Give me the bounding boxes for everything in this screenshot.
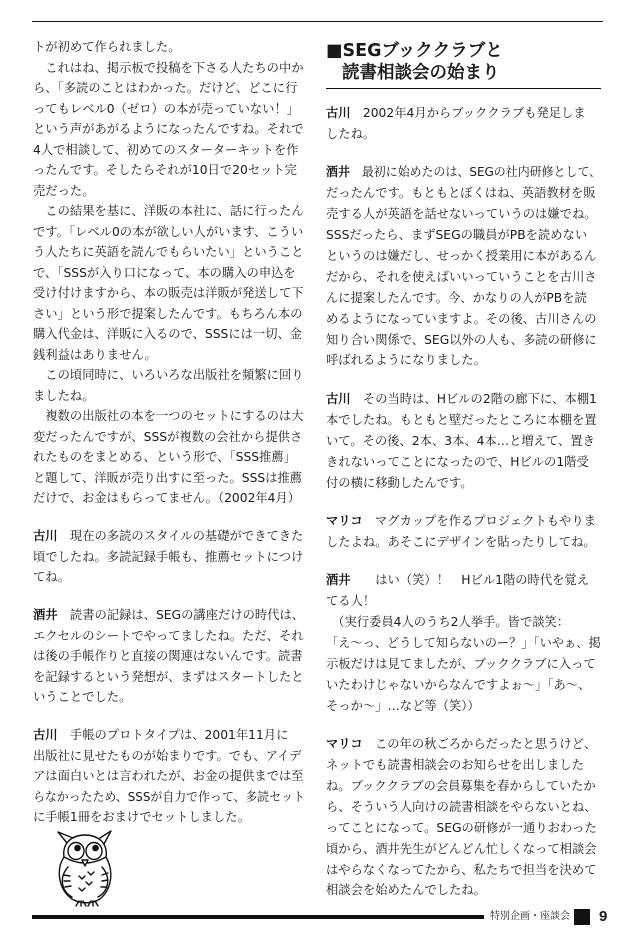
line-text: したよね。あそこにデザインを貼ったりしてね。 [326, 534, 596, 549]
line-text: ったんです。そしたらそれが10日で20セット完 [33, 163, 297, 177]
text-line [326, 225, 601, 246]
speaker-name: 酒井 [326, 573, 351, 588]
line-text: てる人！ [326, 594, 376, 609]
line-text: は後の手帳作りと直接の関連はないんです。読書 [33, 649, 303, 663]
text-line [326, 755, 601, 776]
line-text: 2002年4月からブッククラブも発足しま [350, 106, 586, 120]
line-text: だったんです。もともとぼくはね、英語教材を販 [326, 186, 596, 201]
text-line [33, 324, 305, 345]
dialogue-paragraph [326, 570, 601, 716]
line-text: この結果を基に、洋販の本社に、話に行ったん [33, 204, 304, 218]
text-line [33, 160, 305, 181]
text-line [326, 696, 601, 717]
text-line [33, 605, 305, 626]
line-text: 呼ばれるようになりました。 [326, 353, 486, 368]
line-text: 「え〜っ、どうして知らないのー？」「いやぁ、掲 [326, 635, 601, 650]
text-line [33, 427, 305, 448]
line-text: う人たちに英語を読んでもらいたい」ということ [33, 245, 304, 259]
line-text: 頃から、酒井先生がどんどん忙しくなって相談会 [326, 841, 597, 856]
dialogue-paragraph [33, 526, 305, 588]
heading-line: 読書相談会の始まり [342, 63, 500, 83]
text-line [33, 263, 305, 284]
text-line [33, 283, 305, 304]
left-column [33, 37, 305, 828]
text-line [326, 511, 601, 532]
text-line [33, 725, 305, 746]
line-text: 最初に始めたのは、SEGの社内研修として、 [349, 165, 602, 180]
line-text: 購入代金は、洋販に入るので、SSSには一切、金 [33, 327, 303, 341]
dialogue-paragraph [33, 725, 305, 828]
line-text: そっか〜」…など等（笑）） [326, 698, 480, 713]
text-line [326, 776, 601, 797]
text-line [326, 246, 601, 267]
narrative-paragraph [33, 37, 305, 509]
line-text: この年の秋ごろからだったと思うけど、 [362, 737, 597, 752]
line-text: に手帳1冊をおまけでセットしました。 [33, 810, 250, 824]
line-text: 現在の多読のスタイルの基礎ができてきた [57, 529, 304, 543]
text-line [326, 880, 601, 901]
line-text: 示板だけは見てましたが、ブッククラブに入って [326, 656, 596, 671]
line-text: きれないってことになったので、Hビルの1階受 [326, 454, 589, 469]
line-text: めるようになっていますよ。その後、古川さんの [326, 311, 597, 326]
line-text: で、「SSSが入り口になって、本の購入の申込を [33, 265, 296, 280]
line-text: はい（笑）！ Hビル1階の時代を覚え [350, 573, 590, 588]
text-line [326, 309, 601, 330]
line-text: んに提案したんです。今、かなりの人がPBを読 [326, 290, 587, 305]
square-marker-icon [574, 909, 590, 925]
text-line [326, 267, 601, 288]
dialogue-paragraph [326, 511, 601, 553]
line-text: いたわけじゃないからなんですよぉ〜」「あ〜、 [326, 677, 591, 692]
text-line [33, 447, 305, 468]
text-line [326, 654, 601, 675]
text-line [326, 473, 601, 494]
line-text: 複数の出版社の本を一つのセットにするのは大 [33, 409, 304, 423]
line-text: これはね、掲示板で投稿を下さる人たちの中か [33, 60, 304, 75]
line-text: 受け付けますから、本の販売は洋販が発送して下 [33, 286, 304, 300]
text-line [326, 633, 599, 654]
line-text: （実行委員4人のうち2人挙手。皆で談笑： [326, 615, 570, 630]
dialogue-paragraph [326, 103, 601, 145]
text-line [33, 406, 305, 427]
line-text: というのは嫌だし、せっかく授業用に本があるん [326, 248, 597, 263]
right-column [326, 40, 601, 901]
section-heading [326, 40, 601, 89]
text-line [33, 468, 305, 489]
line-text: いて。その後、2本、3本、4本…と増えて、置き [326, 433, 595, 448]
text-line [33, 304, 305, 325]
line-text: ね。ブッククラブの会員募集を春からしていたか [326, 778, 596, 793]
line-text: と題して、洋販が売り出すに至った。SSSは推薦 [33, 470, 303, 485]
line-text: という声があがるようになったんですね。それで [33, 122, 304, 136]
footer-rule [32, 915, 484, 919]
text-line [33, 58, 305, 79]
text-line [33, 345, 305, 366]
line-text: らなかったため、SSSが自力で作って、多読セット [33, 789, 305, 804]
text-line [326, 410, 601, 431]
heading-line: ■SEGブッククラブと [326, 41, 503, 61]
line-text: この頃同時に、いろいろな出版社を頻繁に回り [33, 368, 304, 382]
line-text: だから、それを使えばいいっていうことを古川さ [326, 269, 597, 284]
line-text: ら、「多読のことはわかった。だけど、どこに行 [33, 81, 298, 95]
line-text: てね。 [33, 570, 70, 584]
line-text: ってことになって。SEGの研修が一通りおわった [326, 820, 597, 835]
text-line [326, 591, 601, 612]
text-line [326, 734, 601, 755]
text-line [33, 626, 305, 647]
text-line [326, 675, 601, 696]
text-line [326, 330, 601, 351]
text-line [326, 612, 601, 633]
text-line [33, 787, 305, 808]
line-text: だけで、お金はもらってません。（2002年4月） [33, 491, 301, 505]
text-line [33, 547, 305, 568]
line-text: マグカップを作るプロジェクトもやりま [362, 513, 596, 528]
line-text: 銭利益はありません。 [33, 347, 157, 362]
dialogue-paragraph [326, 734, 601, 901]
dialogue-paragraph [326, 389, 601, 494]
text-line [33, 766, 305, 787]
speaker-name: マリコ [326, 737, 363, 752]
text-line [326, 204, 601, 225]
line-text: したね。 [326, 126, 376, 141]
line-text: 売する人が英語を話せないっていうのは嫌でね。 [326, 207, 597, 222]
text-line [33, 526, 305, 547]
line-text: ネットでも読書相談会のお知らせを出しました [326, 757, 584, 772]
text-line [33, 222, 305, 243]
text-line [326, 389, 601, 410]
line-text: です。「レベル0の本が欲しい人がいます、こうい [33, 224, 304, 239]
text-line [33, 667, 305, 688]
text-line [33, 99, 305, 120]
text-line [326, 570, 601, 591]
dialogue-paragraph [33, 605, 305, 708]
text-line [326, 860, 601, 881]
top-rule [32, 21, 603, 22]
text-line [33, 488, 305, 509]
text-line [33, 37, 305, 58]
line-text: ましたね。 [33, 388, 95, 403]
speaker-name: 古川 [33, 529, 58, 543]
line-text: 読書の記録は、SEGの講座だけの時代は、 [57, 608, 305, 622]
line-text: れたものをまとめる、という形で、「SSS推薦」 [33, 450, 296, 464]
line-text: を記録するという発想が、まずはスタートしたと [33, 669, 304, 684]
speaker-name: マリコ [326, 513, 363, 528]
text-line [326, 183, 601, 204]
speaker-name: 酒井 [33, 608, 58, 622]
line-text: 4人で相談して、初めてのスターターキットを作 [33, 142, 299, 157]
section-label: 特別企画・座談会 [490, 911, 570, 922]
line-text: 本でしたね。もともと壁だったところに本棚を置 [326, 412, 597, 427]
text-line [326, 350, 601, 371]
line-text: ら、そういう人向けの読書相談をやらないとね、 [326, 799, 597, 814]
text-line [33, 201, 305, 222]
text-line [326, 452, 601, 473]
text-line [33, 140, 305, 161]
text-line [326, 839, 601, 860]
line-text: 手帳のプロトタイプは、2001年11月に [57, 728, 289, 742]
line-text: 知り合い関係で、SEG以外の人も、多読の研修に [326, 332, 597, 347]
line-text: ってもレベル0（ゼロ）の本が売っていない！」 [33, 101, 300, 116]
speaker-name: 古川 [33, 728, 58, 742]
text-line [33, 746, 305, 767]
dialogue-paragraph [326, 162, 601, 371]
text-line [326, 288, 601, 309]
text-line [326, 797, 601, 818]
speaker-name: 古川 [326, 391, 351, 406]
line-text: アは面白いとは言われたが、お金の提供までは至 [33, 769, 304, 783]
line-text: 相談会を始めたんでしたね。 [326, 883, 486, 898]
line-text: 変だったんですが、SSSが複数の会社から提供さ [33, 429, 303, 444]
line-text: いうことでした。 [33, 690, 132, 704]
text-line [326, 431, 601, 452]
text-line [33, 242, 305, 263]
speaker-name: 古川 [326, 106, 351, 120]
text-line [33, 78, 305, 99]
line-text: 頃でしたね。多読記録手帳も、推薦セットにつけ [33, 549, 304, 564]
text-line [33, 365, 305, 386]
line-text: 売だった。 [33, 183, 95, 198]
text-line [33, 646, 305, 667]
page-number: 9 [599, 908, 608, 925]
text-line [33, 181, 305, 202]
text-line [326, 124, 601, 145]
speaker-name: 酒井 [326, 165, 350, 180]
text-line [33, 687, 305, 708]
text-line [33, 567, 305, 588]
line-text: はやらなくなってたから、私たちで担当を決めて [326, 862, 597, 877]
text-line [326, 162, 602, 183]
line-text: トが初めて作られました。 [33, 40, 181, 54]
owl-icon [44, 829, 136, 907]
text-line [33, 119, 305, 140]
line-text: SSSだったら、まずSEGの職員がPBを読めない [326, 228, 588, 243]
text-line [33, 807, 305, 828]
line-text: さい」という形で提案したんです。もちろん本の [33, 306, 303, 321]
text-line [326, 103, 601, 124]
text-line [326, 818, 601, 839]
line-text: 出版社に見せたものが始まりです。でも、アイデ [33, 748, 302, 763]
line-text: エクセルのシートでやってましたね。ただ、それ [33, 628, 304, 643]
line-text: その当時は、Hビルの2階の廊下に、本棚1 [350, 391, 597, 406]
line-text: 付の横に移動したんです。 [326, 475, 473, 490]
text-line [326, 532, 601, 553]
text-line [33, 386, 305, 407]
